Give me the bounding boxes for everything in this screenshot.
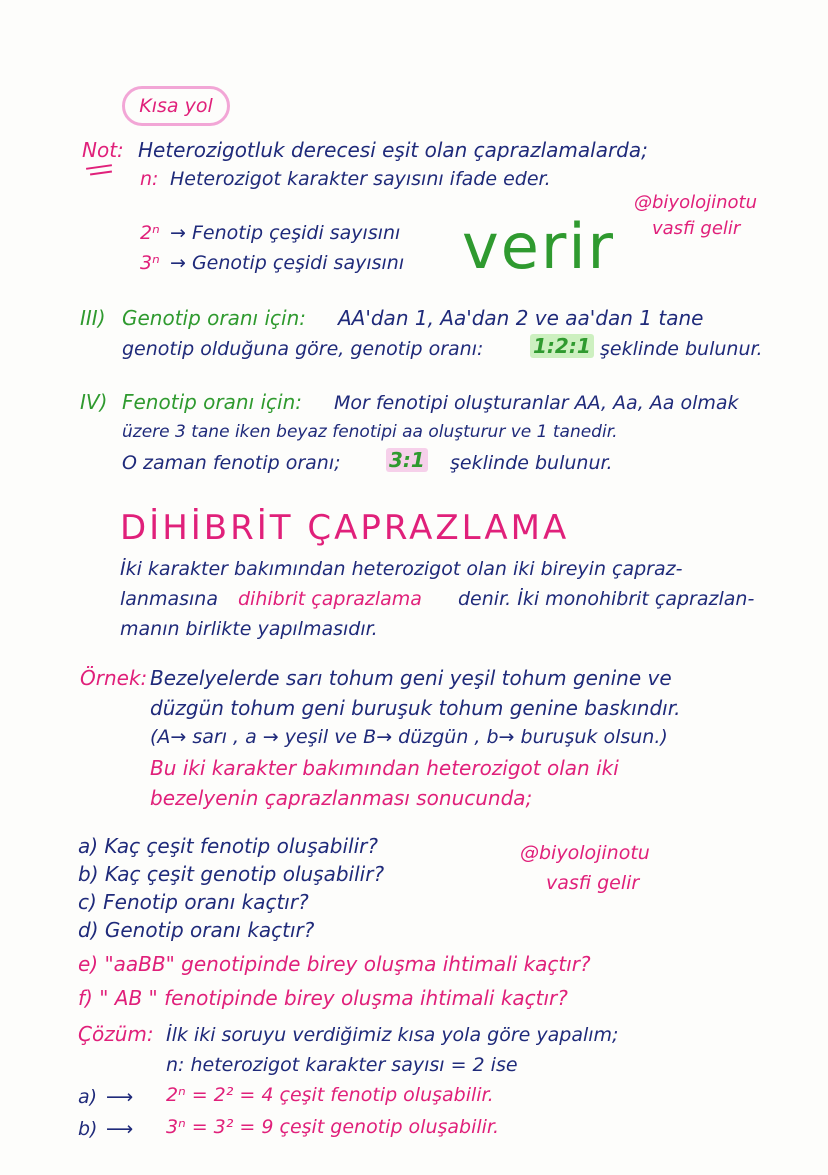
watermark-handle-1: @biyolojinotu — [634, 192, 757, 213]
section-4-line-1: Mor fenotipi oluşturanlar AA, Aa, Aa olmak — [334, 392, 739, 414]
solution-a-text: 2ⁿ = 2² = 4 çeşit fenotip oluşabilir. — [166, 1084, 494, 1106]
question-c: c) Fenotip oranı kaçtır? — [78, 890, 309, 914]
question-f: f) " AB " fenotipinde birey oluşma ihtimali kaçtır? — [78, 986, 568, 1010]
solution-a-arrow: ⟶ — [106, 1086, 134, 1108]
genotip-power: 3ⁿ — [140, 252, 160, 274]
fenotip-rule: → Fenotip çeşidi sayısını — [170, 222, 401, 244]
kisa-yol-badge: Kısa yol — [122, 86, 230, 126]
dihibrit-term: dihibrit çaprazlama — [238, 588, 422, 610]
section-3-line-1: AA'dan 1, Aa'dan 2 ve aa'dan 1 tane — [338, 306, 704, 330]
dihibrit-line-2c: denir. İki monohibrit çaprazlan- — [458, 588, 755, 610]
section-4-line-3b: şeklinde bulunur. — [450, 452, 613, 474]
dihibrit-title: DİHİBRİT ÇAPRAZLAMA — [120, 508, 570, 548]
dihibrit-line-1: İki karakter bakımından heterozigot olan iki bireyin çapraz- — [120, 558, 683, 580]
solution-a-label: a) — [78, 1086, 98, 1108]
solution-label: Çözüm: — [78, 1022, 154, 1046]
dihibrit-line-2a: lanmasına — [120, 588, 218, 610]
example-line-1: Bezelyelerde sarı tohum geni yeşil tohum genine ve — [150, 666, 672, 690]
genotip-ratio: 1:2:1 — [530, 334, 594, 358]
solution-line-2: n: heterozigot karakter sayısı = 2 ise — [166, 1054, 518, 1076]
section-4-line-2: üzere 3 tane iken beyaz fenotipi aa oluşturur ve 1 tanedir. — [122, 422, 618, 442]
note-label: Not: — [82, 138, 124, 162]
question-d: d) Genotip oranı kaçtır? — [78, 918, 315, 942]
watermark-name-2: vasfi gelir — [546, 872, 640, 894]
note-underline — [86, 164, 112, 170]
genotip-rule: → Genotip çeşidi sayısını — [170, 252, 405, 274]
section-4-heading: Fenotip oranı için: — [122, 390, 302, 414]
section-4-number: IV) — [80, 390, 108, 414]
fenotip-ratio: 3:1 — [386, 448, 428, 472]
section-4-line-3a: O zaman fenotip oranı; — [122, 452, 341, 474]
question-b: b) Kaç çeşit genotip oluşabilir? — [78, 862, 385, 886]
example-line-2: düzgün tohum geni buruşuk tohum genine baskındır. — [150, 696, 681, 720]
example-label: Örnek: — [80, 666, 148, 690]
example-line-3: (A→ sarı , a → yeşil ve B→ düzgün , b→ buruşuk olsun.) — [150, 726, 668, 748]
solution-b-label: b) — [78, 1118, 98, 1140]
section-3-heading: Genotip oranı için: — [122, 306, 306, 330]
solution-b-text: 3ⁿ = 3² = 9 çeşit genotip oluşabilir. — [166, 1116, 500, 1138]
section-3-line-2b: şeklinde bulunur. — [600, 338, 763, 360]
note-n-label: n: — [140, 168, 159, 190]
solution-line-1: İlk iki soruyu verdiğimiz kısa yola göre yapalım; — [166, 1024, 619, 1046]
note-underline-2 — [90, 170, 112, 175]
watermark-handle-2: @biyolojinotu — [520, 842, 650, 864]
question-a: a) Kaç çeşit fenotip oluşabilir? — [78, 834, 378, 858]
example-line-4: Bu iki karakter bakımından heterozigot olan iki — [150, 756, 619, 780]
dihibrit-line-3: manın birlikte yapılmasıdır. — [120, 618, 378, 640]
verir-word: verir — [462, 210, 616, 283]
question-e: e) "aaBB" genotipinde birey oluşma ihtimali kaçtır? — [78, 952, 591, 976]
note-line-2: Heterozigot karakter sayısını ifade eder. — [170, 168, 551, 190]
watermark-name-1: vasfi gelir — [652, 218, 741, 239]
section-3-number: III) — [80, 306, 106, 330]
example-line-5: bezelyenin çaprazlanması sonucunda; — [150, 786, 533, 810]
section-3-line-2a: genotip olduğuna göre, genotip oranı: — [122, 338, 484, 360]
solution-b-arrow: ⟶ — [106, 1118, 134, 1140]
fenotip-power: 2ⁿ — [140, 222, 160, 244]
note-line-1: Heterozigotluk derecesi eşit olan çaprazlamalarda; — [138, 138, 648, 162]
